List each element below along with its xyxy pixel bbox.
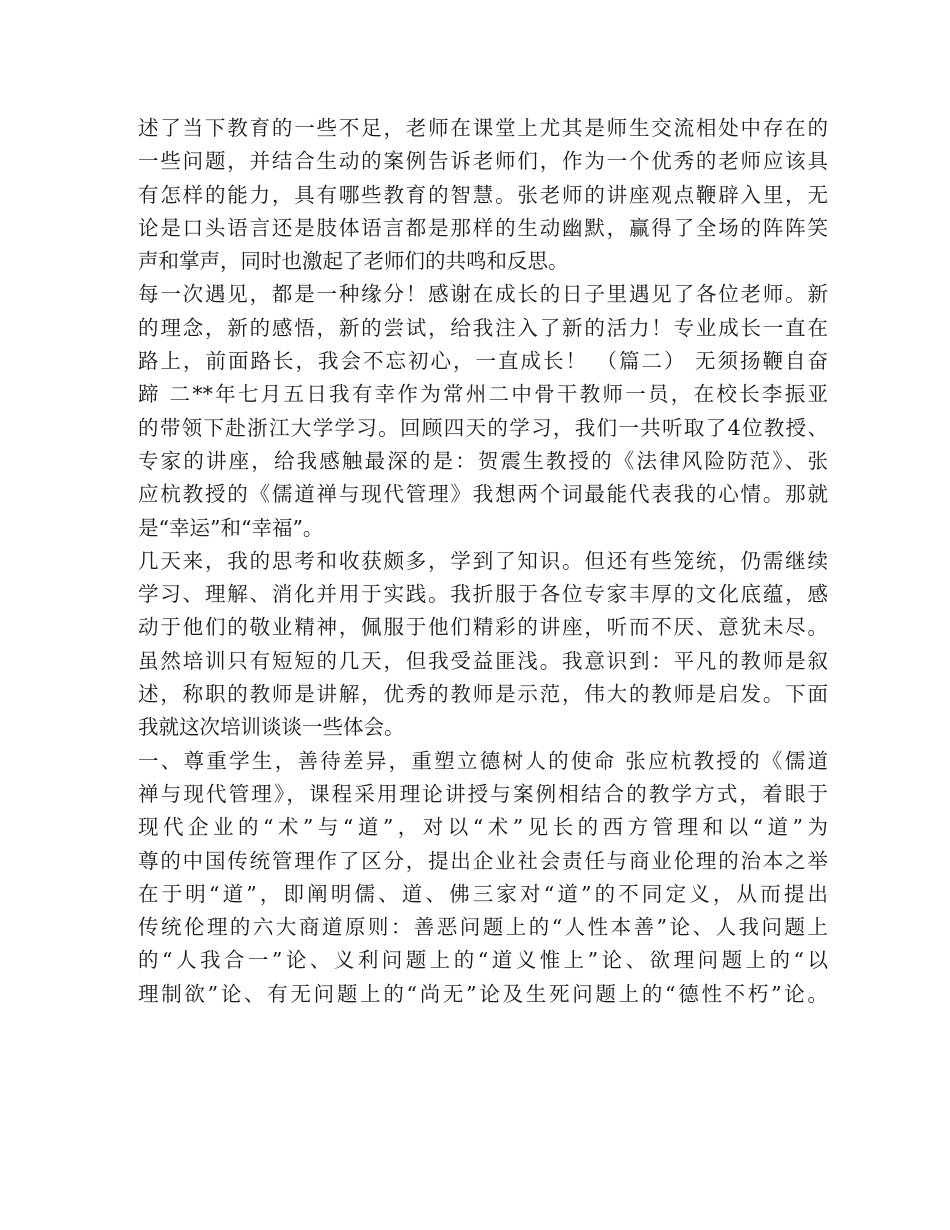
text-line: 一、尊重学生，善待差异，重塑立德树人的使命 张应杭教授的《儒道 bbox=[138, 748, 828, 773]
text-line: 在于明“道”，即阐明儒、道、佛三家对“道”的不同定义，从而提出 bbox=[138, 881, 828, 906]
text-line: 理制欲”论、有无问题上的“尚无”论及生死问题上的“德性不朽”论。 bbox=[138, 981, 828, 1006]
text-line: 述了当下教育的一些不足，老师在课堂上尤其是师生交流相处中存在的 bbox=[138, 116, 828, 140]
text-line: 现代企业的“术”与“道”，对以“术”见长的西方管理和以“道”为 bbox=[138, 815, 828, 840]
text-line: 动于他们的敬业精神，佩服于他们精彩的讲座，听而不厌、意犹未尽。 bbox=[138, 615, 828, 640]
text-line: 有怎样的能力，具有哪些教育的智慧。张老师的讲座观点鞭辟入里，无 bbox=[138, 182, 828, 207]
text-line: 禅与现代管理》，课程采用理论讲授与案例相结合的教学方式，着眼于 bbox=[138, 781, 828, 806]
text-line: 尊的中国传统管理作了区分，提出企业社会责任与商业伦理的治本之举 bbox=[138, 848, 828, 873]
document-page bbox=[138, 112, 828, 1011]
text-line: 述，称职的教师是讲解，优秀的教师是示范，伟大的教师是启发。下面 bbox=[138, 682, 828, 707]
text-line: 学习、理解、消化并用于实践。我折服于各位专家丰厚的文化底蕴，感 bbox=[138, 582, 828, 607]
text-line: 蹄 二**年七月五日我有幸作为常州二中骨干教师一员，在校长李振亚 bbox=[138, 382, 828, 407]
text-line: 的带领下赴浙江大学学习。回顾四天的学习，我们一共听取了4位教授、 bbox=[138, 415, 828, 440]
text-line: 几天来，我的思考和收获颇多，学到了知识。但还有些笼统，仍需继续 bbox=[138, 548, 828, 573]
text-line: 专家的讲座，给我感触最深的是：贺震生教授的《法律风险防范》、张 bbox=[138, 448, 828, 473]
text-line: 是“幸运”和“幸福”。 bbox=[138, 515, 324, 540]
text-line: 一些问题，并结合生动的案例告诉老师们，作为一个优秀的老师应该具 bbox=[138, 149, 828, 174]
text-line: 我就这次培训谈谈一些体会。 bbox=[138, 715, 405, 740]
text-line: 的“人我合一”论、义利问题上的“道义惟上”论、欲理问题上的“以 bbox=[138, 948, 828, 973]
text-line: 虽然培训只有短短的几天，但我受益匪浅。我意识到：平凡的教师是叙 bbox=[138, 648, 828, 673]
text-line: 的理念，新的感悟，新的尝试，给我注入了新的活力！专业成长一直在 bbox=[138, 315, 828, 340]
text-line: 论是口头语言还是肢体语言都是那样的生动幽默，赢得了全场的阵阵笑 bbox=[138, 215, 828, 240]
text-line: 路上，前面路长，我会不忘初心，一直成长！ （篇二） 无须扬鞭自奋 bbox=[138, 349, 828, 374]
text-line: 声和掌声，同时也激起了老师们的共鸣和反思。 bbox=[138, 249, 569, 274]
text-line: 传统伦理的六大商道原则：善恶问题上的“人性本善”论、人我问题上 bbox=[138, 915, 828, 940]
text-line: 应杭教授的《儒道禅与现代管理》我想两个词最能代表我的心情。那就 bbox=[138, 482, 828, 507]
text-line: 每一次遇见，都是一种缘分！感谢在成长的日子里遇见了各位老师。新 bbox=[138, 282, 828, 307]
